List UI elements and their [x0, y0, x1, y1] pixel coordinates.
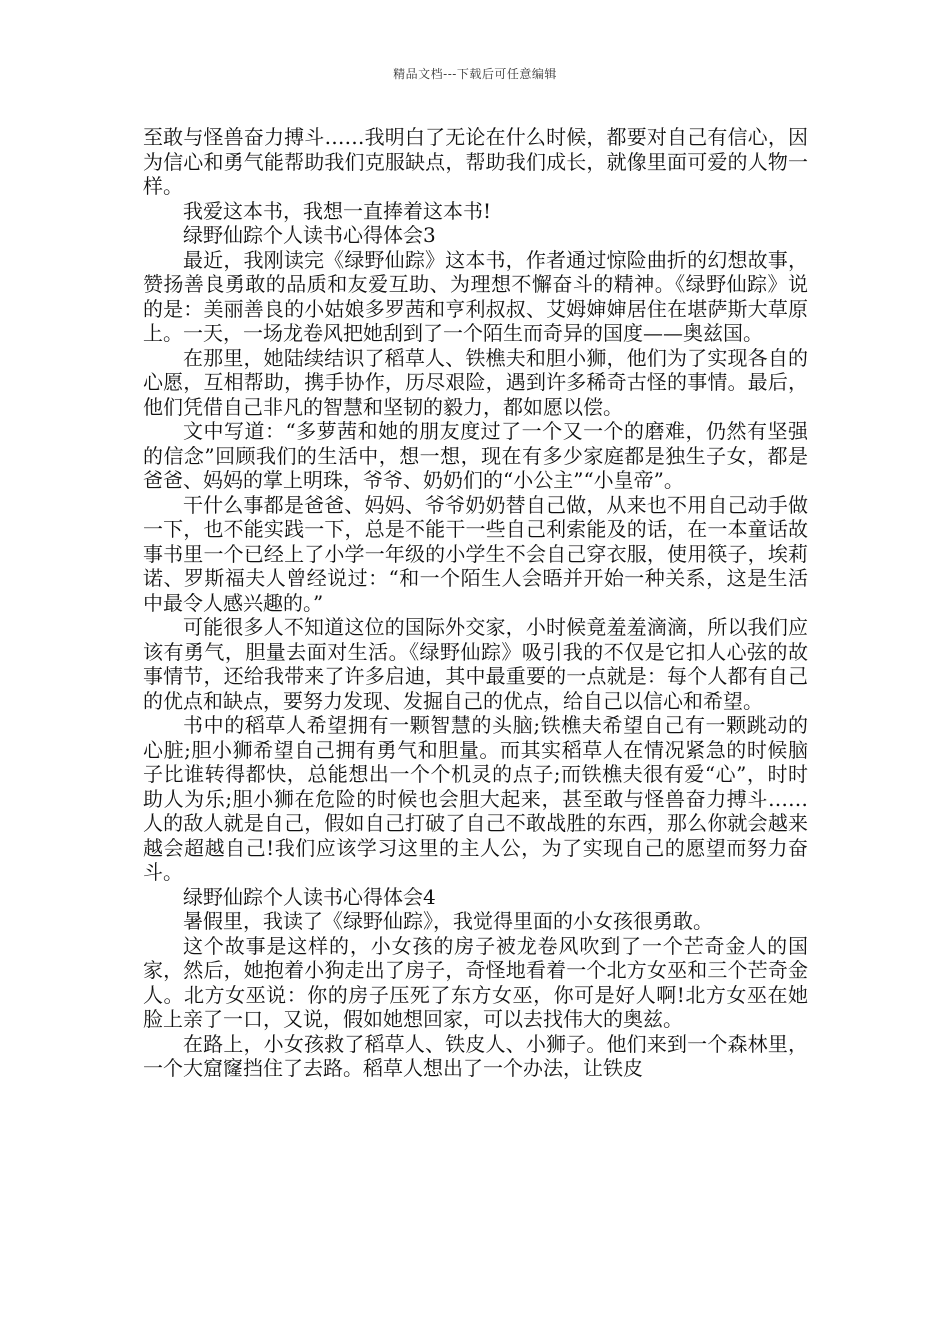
paragraph: 在路上，小女孩救了稻草人、铁皮人、小狮子。他们来到一个森林里，一个大窟窿挡住了去路。稻草人想出了一个办法，让铁皮: [143, 1031, 808, 1080]
section-heading: 绿野仙踪个人读书心得体会4: [183, 884, 436, 909]
paragraph: 干什么事都是爸爸、妈妈、爷爷奶奶替自己做，从来也不用自己动手做一下，也不能实践一下，总是不能干一些自己利索能及的话，在一本童话故事书里一个已经上了小学一年级的小学生不会自己穿衣服，使用筷子，埃莉诺、罗斯福夫人曾经说过：“和一个陌生人会晤并开始一种关系，这是生活中最令人感兴趣的。”: [143, 492, 808, 615]
page-header: 精品文档---下载后可任意编辑: [393, 67, 557, 81]
paragraph: 至敢与怪兽奋力搏斗……我明白了无论在什么时候，都要对自己有信心，因为信心和勇气能帮助我们克服缺点，帮助我们成长，就像里面可爱的人物一样。: [143, 125, 808, 198]
paragraph: 这个故事是这样的，小女孩的房子被龙卷风吹到了一个芒奇金人的国家，然后，她抱着小狗走出了房子，奇怪地看着一个北方女巫和三个芒奇金人。北方女巫说：你的房子压死了东方女巫，你可是好人啊!北方女巫在她脸上亲了一口，又说，假如她想回家，可以去找伟大的奥兹。: [143, 933, 808, 1031]
paragraph: 最近，我刚读完《绿野仙踪》这本书，作者通过惊险曲折的幻想故事，赞扬善良勇敢的品质和友爱互助、为理想不懈奋斗的精神。《绿野仙踪》说的是：美丽善良的小姑娘多罗茜和亨利叔叔、艾姆婶婶居住在堪萨斯大草原上。一天，一场龙卷风把她刮到了一个陌生而奇异的国度——奥兹国。: [143, 247, 808, 345]
paragraph: 我爱这本书，我想一直捧着这本书!: [183, 198, 492, 223]
paragraph: 书中的稻草人希望拥有一颗智慧的头脑;铁樵夫希望自己有一颗跳动的心脏;胆小狮希望自己拥有勇气和胆量。而其实稻草人在情况紧急的时候脑子比谁转得都快，总能想出一个个机灵的点子;而铁樵夫很有爱“心”，时时助人为乐;胆小狮在危险的时候也会胆大起来，甚至敢与怪兽奋力搏斗……人的敌人就是自己，假如自己打破了自己不敢战胜的东西，那么你就会越来越会超越自己!我们应该学习这里的主人公，为了实现自己的愿望而努力奋斗。: [143, 713, 808, 884]
document-body: [143, 125, 808, 1081]
paragraph: 文中写道：“多萝茜和她的朋友度过了一个又一个的磨难，仍然有坚强的信念”回顾我们的生活中，想一想，现在有多少家庭都是独生子女，都是爸爸、妈妈的掌上明珠，爷爷、奶奶们的“小公主”“小皇帝”。: [143, 419, 808, 492]
paragraph: 可能很多人不知道这位的国际外交家，小时候竟羞羞滴滴，所以我们应该有勇气，胆量去面对生活。《绿野仙踪》吸引我的不仅是它扣人心弦的故事情节，还给我带来了许多启迪，其中最重要的一点就是：每个人都有自己的优点和缺点，要努力发现、发掘自己的优点，给自己以信心和希望。: [143, 615, 808, 713]
paragraph: 在那里，她陆续结识了稻草人、铁樵夫和胆小狮，他们为了实现各自的心愿，互相帮助，携手协作，历尽艰险，遇到许多稀奇古怪的事情。最后，他们凭借自己非凡的智慧和坚韧的毅力，都如愿以偿。: [143, 345, 808, 419]
section-heading: 绿野仙踪个人读书心得体会3: [183, 223, 436, 247]
paragraph: 暑假里，我读了《绿野仙踪》，我觉得里面的小女孩很勇敢。: [183, 909, 713, 933]
